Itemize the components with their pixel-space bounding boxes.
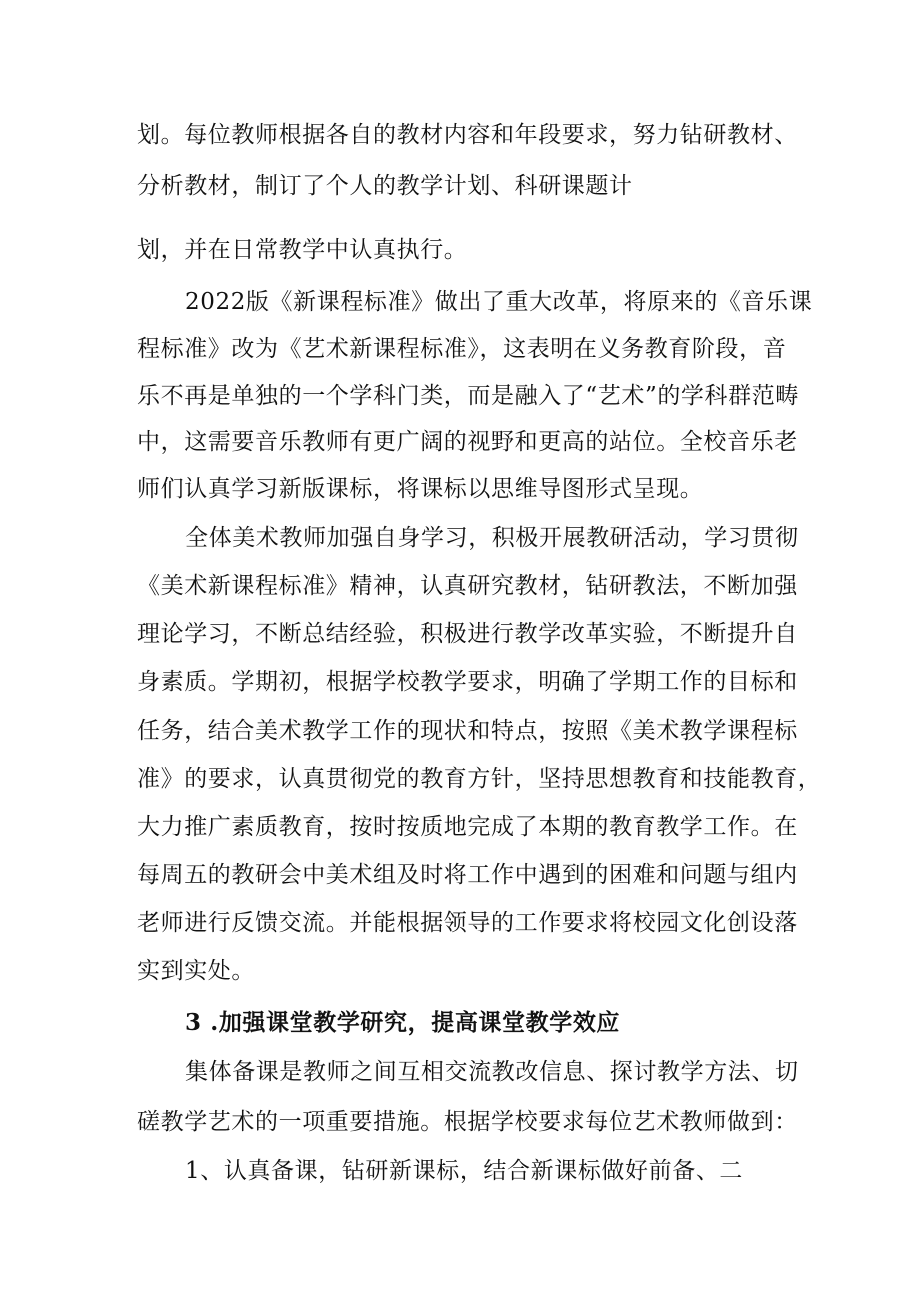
- paragraph-line: 每周五的教研会中美术组及时将工作中遇到的困难和问题与组内: [137, 862, 798, 888]
- paragraph-line: 准》的要求，认真贯彻党的教育方针，坚持思想教育和技能教育，: [137, 766, 822, 792]
- paragraph-line: 任务，结合美术教学工作的现状和特点，按照《美术教学课程标: [137, 718, 798, 744]
- paragraph-line: 师们认真学习新版课标，将课标以思维导图形式呈现。: [137, 476, 704, 502]
- paragraph-line: 2022版《新课程标准》做出了重大改革，将原来的《音乐课: [185, 289, 813, 315]
- paragraph-line: 划，并在日常教学中认真执行。: [137, 237, 468, 263]
- paragraph-line: 理论学习，不断总结经验，积极进行教学改革实验，不断提升自: [137, 621, 798, 647]
- paragraph-line: 1、认真备课，钻研新课标，结合新课标做好前备、二: [185, 1158, 744, 1184]
- paragraph-line: 实到实处。: [137, 958, 255, 984]
- paragraph-line: 磋教学艺术的一项重要措施。根据学校要求每位艺术教师做到：: [137, 1109, 798, 1135]
- section-heading: 3 .加强课堂教学研究，提高课堂教学效应: [185, 1009, 621, 1036]
- paragraph-line: 《美术新课程标准》精神，认真研究教材，钻研教法，不断加强: [137, 573, 798, 599]
- paragraph-line: 老师进行反馈交流。并能根据领导的工作要求将校园文化创设落: [137, 910, 798, 936]
- paragraph-line: 分析教材，制订了个人的教学计划、科研课题计: [137, 173, 633, 199]
- paragraph-line: 划。每位教师根据各自的教材内容和年段要求，努力钻研教材、: [137, 122, 798, 148]
- paragraph-line: 全体美术教师加强自身学习，积极开展教研活动，学习贯彻: [185, 525, 799, 551]
- paragraph-line: 身素质。学期初，根据学校教学要求，明确了学期工作的目标和: [137, 669, 798, 695]
- paragraph-line: 集体备课是教师之间互相交流教改信息、探讨教学方法、切: [185, 1059, 799, 1085]
- paragraph-line: 中，这需要音乐教师有更广阔的视野和更高的站位。全校音乐老: [137, 429, 798, 455]
- paragraph-line: 程标准》改为《艺术新课程标准》，这表明在义务教育阶段，音: [137, 336, 787, 362]
- paragraph-line: 乐不再是单独的一个学科门类，而是融入了“艺术”的学科群范畴: [137, 383, 799, 409]
- paragraph-line: 大力推广素质教育，按时按质地完成了本期的教育教学工作。在: [137, 814, 798, 840]
